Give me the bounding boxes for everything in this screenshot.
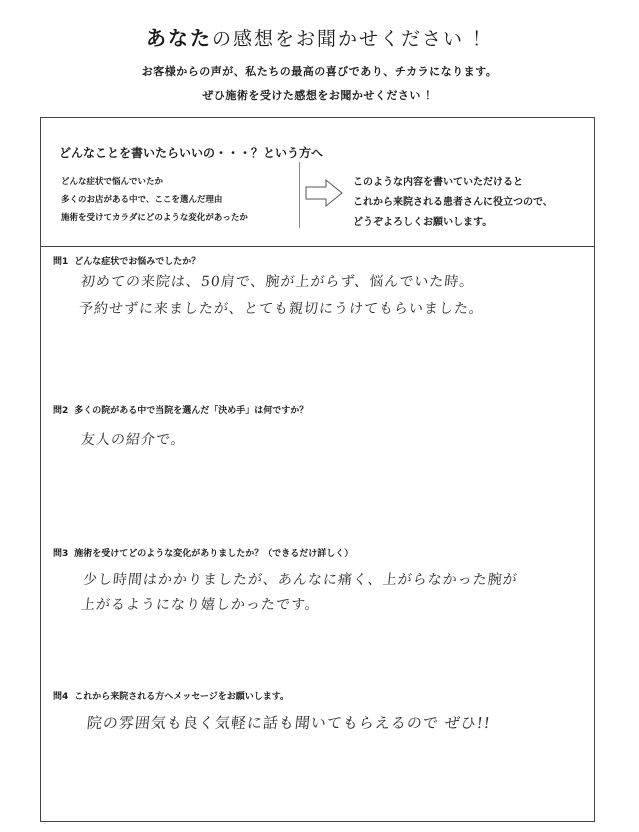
page-title <box>0 22 639 51</box>
guide-list <box>61 173 248 227</box>
answer-2-line-1: 友人の紹介で。 <box>80 432 187 448</box>
guide-item: どんな症状で悩んでいたか <box>61 177 164 187</box>
guide-right-line: これから来院される患者さんに役立つので、 <box>353 197 553 208</box>
guide-explanation <box>353 173 553 233</box>
guide-title: どんなことを書いたらいいの・・・？という方へ <box>59 146 324 160</box>
question-text: 施術を受けてどのような変化がありましたか？（できるだけ詳しく） <box>74 549 354 559</box>
arrow-right-icon <box>304 178 346 208</box>
answer-4-line-1: 院の雰囲気も良く気軽に話も聞いてもらえるので ぜひ!! <box>86 714 492 732</box>
question-1 <box>53 254 200 267</box>
title-bold: あなた <box>145 26 212 50</box>
answer-1-line-1: 初めての来院は、50肩で、腕が上がらず、悩んでいた時。 <box>80 274 476 290</box>
question-text: どんな症状でお悩みでしたか？ <box>74 257 201 267</box>
question-number: 問3 <box>53 549 69 559</box>
answer-3-line-2: 上がるようになり嬉しかったです。 <box>80 597 321 613</box>
survey-form <box>40 117 595 822</box>
question-number: 問2 <box>53 406 69 416</box>
question-number: 問4 <box>53 692 69 702</box>
answer-3-line-1: 少し時間はかかりましたが、あんなに痛く、上がらなかった腕が <box>82 572 519 588</box>
subtitle-request: ぜひ施術を受けた感想をお聞かせください ！ <box>202 89 437 102</box>
title-rest: の感想をお聞かせください ！ <box>211 28 494 50</box>
question-text: 多くの院がある中で当院を選んだ「決め手」は何ですか？ <box>74 406 309 416</box>
guide-box <box>41 118 594 247</box>
guide-right-line: どうぞよろしくお願いします。 <box>353 217 493 228</box>
answer-1-line-2: 予約せずに来ましたが、とても親切にうけてもらいました。 <box>78 301 485 317</box>
question-text: これから来院される方へメッセージをお願いします。 <box>74 692 290 702</box>
guide-right-line: このような内容を書いていただけると <box>353 177 523 188</box>
question-4 <box>53 689 289 702</box>
question-3 <box>53 546 353 559</box>
page-header <box>0 22 639 103</box>
question-2 <box>53 403 308 416</box>
subtitle: お客様からの声が、私たちの最高の喜びであり、チカラになります。 <box>141 65 498 78</box>
guide-divider <box>299 162 300 228</box>
guide-item: 多くのお店がある中で、ここを選んだ理由 <box>61 195 223 205</box>
question-number: 問1 <box>53 257 69 267</box>
guide-item: 施術を受けてカラダにどのような変化があったか <box>61 213 248 223</box>
